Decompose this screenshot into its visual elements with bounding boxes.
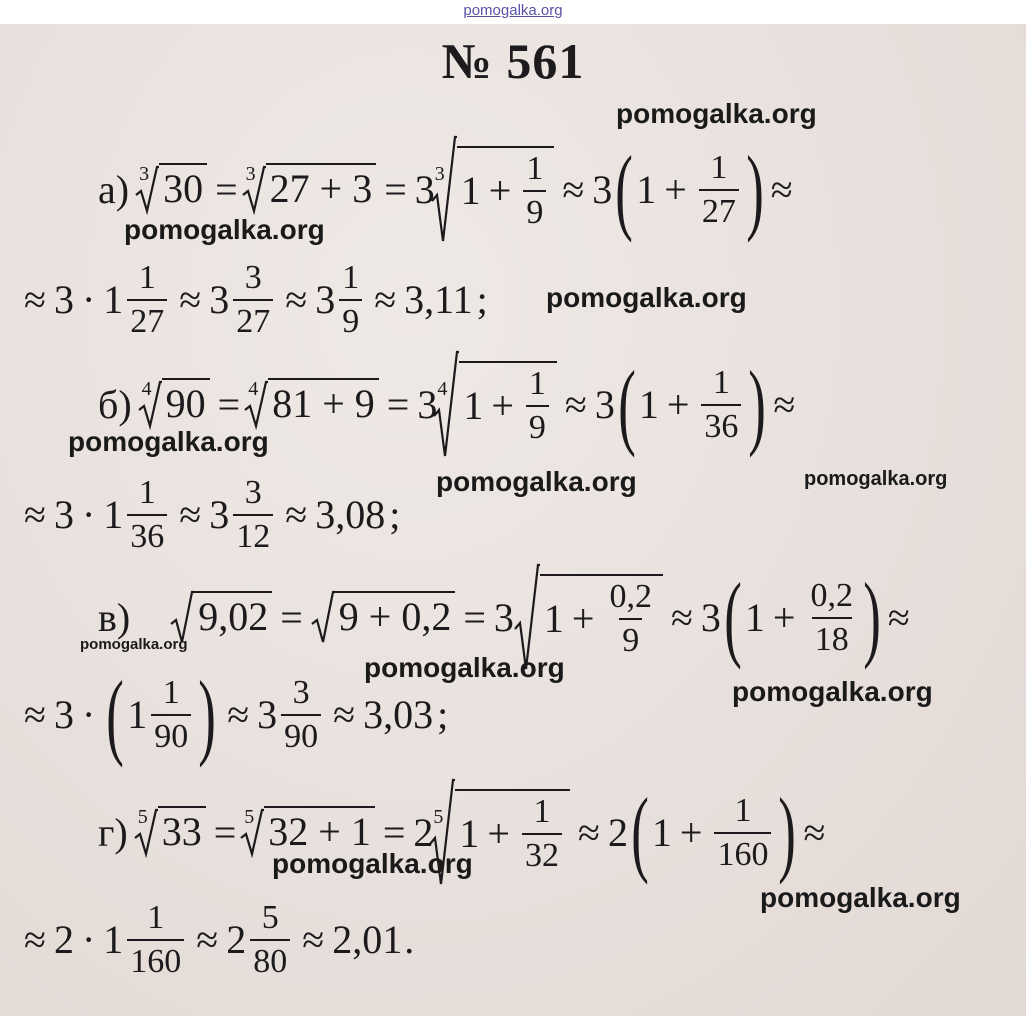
problem-title: № 561: [441, 33, 585, 89]
approx-sign: ≈: [887, 594, 910, 640]
denominator: 27: [127, 299, 167, 339]
fraction: [281, 676, 321, 754]
plus-sign: +: [664, 167, 687, 212]
radicand: 30: [159, 163, 207, 209]
cube-root-30: [139, 165, 207, 215]
denominator: 9: [526, 405, 549, 445]
multiply-dot: ·: [81, 277, 96, 322]
fraction: [233, 476, 273, 554]
watermark: pomogalka.org: [732, 676, 933, 707]
fraction: [526, 367, 549, 445]
root-index: 5: [433, 805, 444, 828]
term-one: 1: [744, 594, 765, 640]
numerator: 1: [147, 899, 165, 936]
whole-part: 1: [103, 277, 124, 322]
approx-sign: ≈: [670, 594, 693, 640]
approx-sign: ≈: [562, 167, 585, 212]
watermark: pomogalka.org: [68, 426, 269, 457]
fraction: [701, 366, 741, 444]
coefficient: 3: [594, 382, 615, 427]
fraction: [714, 791, 771, 873]
whole-part: 2: [226, 917, 247, 962]
result: 3,11: [404, 277, 473, 322]
fraction: [127, 476, 167, 554]
punctuation: .: [404, 917, 415, 962]
term-one: 1: [463, 383, 484, 428]
radical-sign-icon: [431, 135, 457, 245]
part-b-line-2: [24, 465, 400, 565]
whole-part: 3: [209, 492, 230, 537]
coefficient: 3: [417, 382, 438, 427]
watermark: pomogalka.org: [364, 652, 565, 683]
left-paren-icon: (: [724, 563, 742, 671]
approx-sign: ≈: [24, 692, 46, 737]
part-a-label: а): [98, 167, 130, 212]
approx-sign: ≈: [770, 167, 793, 212]
denominator: 32: [522, 833, 562, 873]
numerator: 1: [712, 364, 730, 401]
part-d-label: г): [98, 809, 128, 855]
equals-sign: =: [213, 809, 237, 855]
fraction: [699, 151, 739, 229]
approx-sign: ≈: [227, 692, 250, 737]
fourth-root-90: [142, 380, 210, 430]
plus-sign: +: [491, 383, 514, 428]
plus-sign: +: [679, 809, 703, 855]
right-paren-icon: ): [778, 778, 797, 886]
approx-sign: ≈: [577, 809, 600, 855]
coefficient: 3: [700, 594, 721, 640]
coefficient: 2: [607, 809, 628, 855]
equals-sign: =: [280, 594, 303, 640]
approx-sign: ≈: [196, 917, 219, 962]
numerator: 0,2: [810, 576, 853, 614]
result: 3,03: [363, 692, 434, 737]
term-one: 1: [459, 810, 480, 856]
fourth-root-1-plus-fraction: [437, 350, 557, 460]
top-bar: [0, 0, 1026, 24]
approx-sign: ≈: [24, 492, 46, 537]
approx-sign: ≈: [24, 277, 46, 322]
numerator: 3: [244, 474, 262, 511]
radical-sign-icon: [311, 590, 335, 646]
right-paren-icon: ): [198, 660, 217, 768]
cube-root-1-plus-fraction: [435, 135, 555, 245]
root-index: 5: [137, 805, 148, 828]
punctuation: ;: [437, 692, 449, 737]
radicand: 81 + 9: [268, 378, 379, 424]
fraction: [523, 152, 546, 230]
watermark: pomogalka.org: [760, 882, 961, 913]
root-index: 4: [141, 378, 152, 400]
denominator: 160: [127, 939, 184, 979]
fraction: [127, 901, 184, 979]
fraction: [233, 261, 273, 339]
numerator: 1: [526, 150, 544, 187]
radicand: 32 + 1: [264, 806, 375, 852]
radicand: [459, 361, 557, 445]
numerator: 3: [292, 674, 310, 711]
approx-sign: ≈: [773, 382, 796, 427]
watermark: pomogalka.org: [124, 214, 325, 245]
numerator: 5: [261, 899, 279, 936]
coefficient: 2: [413, 809, 434, 855]
part-c-label: в): [98, 594, 131, 640]
approx-sign: ≈: [302, 917, 325, 962]
denominator: 18: [812, 617, 852, 657]
watermark: pomogalka.org: [272, 848, 473, 879]
plus-sign: +: [571, 595, 595, 641]
approx-sign: ≈: [564, 382, 587, 427]
denominator: 90: [151, 714, 191, 754]
term-one: 1: [543, 595, 564, 641]
numerator: 1: [528, 365, 546, 402]
plus-sign: +: [488, 168, 512, 213]
punctuation: ;: [389, 492, 401, 537]
radicand: 33: [158, 806, 206, 852]
equals-sign: =: [386, 382, 410, 427]
whole-part: 3: [315, 277, 336, 322]
approx-sign: ≈: [179, 277, 202, 322]
denominator: 36: [701, 404, 741, 444]
equals-sign: =: [217, 382, 241, 427]
coefficient: 2: [53, 917, 74, 962]
fourth-root-81-plus-9: [248, 380, 379, 430]
plus-sign: +: [666, 382, 690, 427]
term-one: 1: [636, 167, 657, 212]
multiply-dot: ·: [81, 917, 96, 962]
plus-sign: +: [772, 594, 796, 640]
numerator: 0,2: [609, 577, 652, 615]
numerator: 1: [138, 259, 156, 296]
whole-part: 3: [209, 277, 230, 322]
left-paren-icon: (: [618, 350, 636, 458]
approx-sign: ≈: [179, 492, 202, 537]
root-index: 3: [245, 163, 256, 185]
coefficient: 3: [53, 277, 74, 322]
watermark: pomogalka.org: [436, 466, 637, 497]
part-b-label: б): [98, 382, 132, 427]
numerator: 1: [533, 792, 551, 830]
approx-sign: ≈: [285, 492, 308, 537]
right-paren-icon: ): [863, 563, 881, 671]
radicand: [540, 574, 663, 658]
punctuation: ;: [476, 277, 488, 322]
approx-sign: ≈: [803, 809, 826, 855]
fraction: [807, 576, 856, 658]
coefficient: 3: [53, 492, 74, 537]
numerator: 1: [138, 474, 156, 511]
whole-part: 1: [103, 917, 124, 962]
term-one: 1: [460, 168, 481, 213]
denominator: 36: [127, 514, 167, 554]
equals-sign: =: [384, 167, 407, 212]
denominator: 80: [250, 939, 290, 979]
radicand: 9 + 0,2: [335, 591, 456, 637]
equals-sign: =: [382, 809, 406, 855]
fraction: [522, 792, 562, 874]
equals-sign: =: [215, 167, 238, 212]
whole-part: 3: [257, 692, 278, 737]
root-index: 5: [244, 805, 255, 828]
cube-root-27-plus-3: [246, 165, 377, 215]
numerator: 1: [162, 674, 180, 711]
right-paren-icon: ): [748, 350, 767, 458]
root-index: 4: [248, 378, 259, 400]
fifth-root-33: [137, 805, 206, 858]
watermark: pomogalka.org: [546, 282, 747, 313]
root-index: 3: [139, 163, 150, 185]
denominator: 27: [699, 189, 739, 229]
plus-sign: +: [487, 810, 510, 856]
result: 2,01: [332, 917, 403, 962]
numerator: 1: [342, 259, 360, 296]
coefficient: 3: [493, 594, 514, 640]
radical-sign-icon: [433, 350, 459, 460]
root-index: 3: [434, 163, 445, 185]
equals-sign: =: [463, 594, 486, 640]
fraction: [250, 901, 290, 979]
approx-sign: ≈: [285, 277, 308, 322]
radicand: 90: [162, 378, 210, 424]
fraction: [339, 261, 362, 339]
left-paren-icon: (: [615, 135, 634, 243]
multiply-dot: ·: [81, 492, 96, 537]
fraction: [151, 676, 191, 754]
radicand: 27 + 3: [266, 163, 377, 209]
top-watermark-link[interactable]: pomogalka.org: [463, 2, 563, 19]
denominator: 9: [339, 299, 362, 339]
watermark: pomogalka.org: [80, 636, 188, 653]
approx-sign: ≈: [333, 692, 356, 737]
coefficient: 3: [53, 692, 74, 737]
right-paren-icon: ): [746, 135, 764, 243]
term-one: 1: [638, 382, 659, 427]
denominator: 12: [233, 514, 273, 554]
numerator: 3: [244, 259, 262, 296]
numerator: 1: [734, 791, 752, 829]
denominator: 9: [523, 190, 546, 230]
radicand: [457, 146, 555, 230]
watermark: pomogalka.org: [616, 98, 817, 129]
numerator: 1: [710, 149, 728, 186]
coefficient: 3: [592, 167, 613, 212]
part-d-line-2: [24, 890, 414, 990]
approx-sign: ≈: [24, 917, 46, 962]
left-paren-icon: (: [631, 778, 649, 886]
denominator: 90: [281, 714, 321, 754]
left-paren-icon: (: [106, 660, 125, 768]
fraction: [127, 261, 167, 339]
fraction: [606, 577, 655, 659]
result: 3,08: [315, 492, 386, 537]
coefficient: 3: [414, 167, 435, 212]
denominator: 27: [233, 299, 273, 339]
denominator: 160: [714, 832, 771, 872]
watermark: pomogalka.org: [804, 468, 948, 490]
radicand: 9,02: [194, 591, 272, 637]
multiply-dot: ·: [81, 692, 96, 737]
approx-sign: ≈: [374, 277, 397, 322]
term-one: 1: [651, 809, 672, 855]
whole-part: 1: [103, 492, 124, 537]
denominator: 9: [619, 618, 642, 658]
whole-part: 1: [127, 692, 148, 737]
sqrt-9-plus-0-2: [311, 590, 456, 646]
part-a-line-2: [24, 250, 488, 350]
root-index: 4: [437, 378, 448, 400]
